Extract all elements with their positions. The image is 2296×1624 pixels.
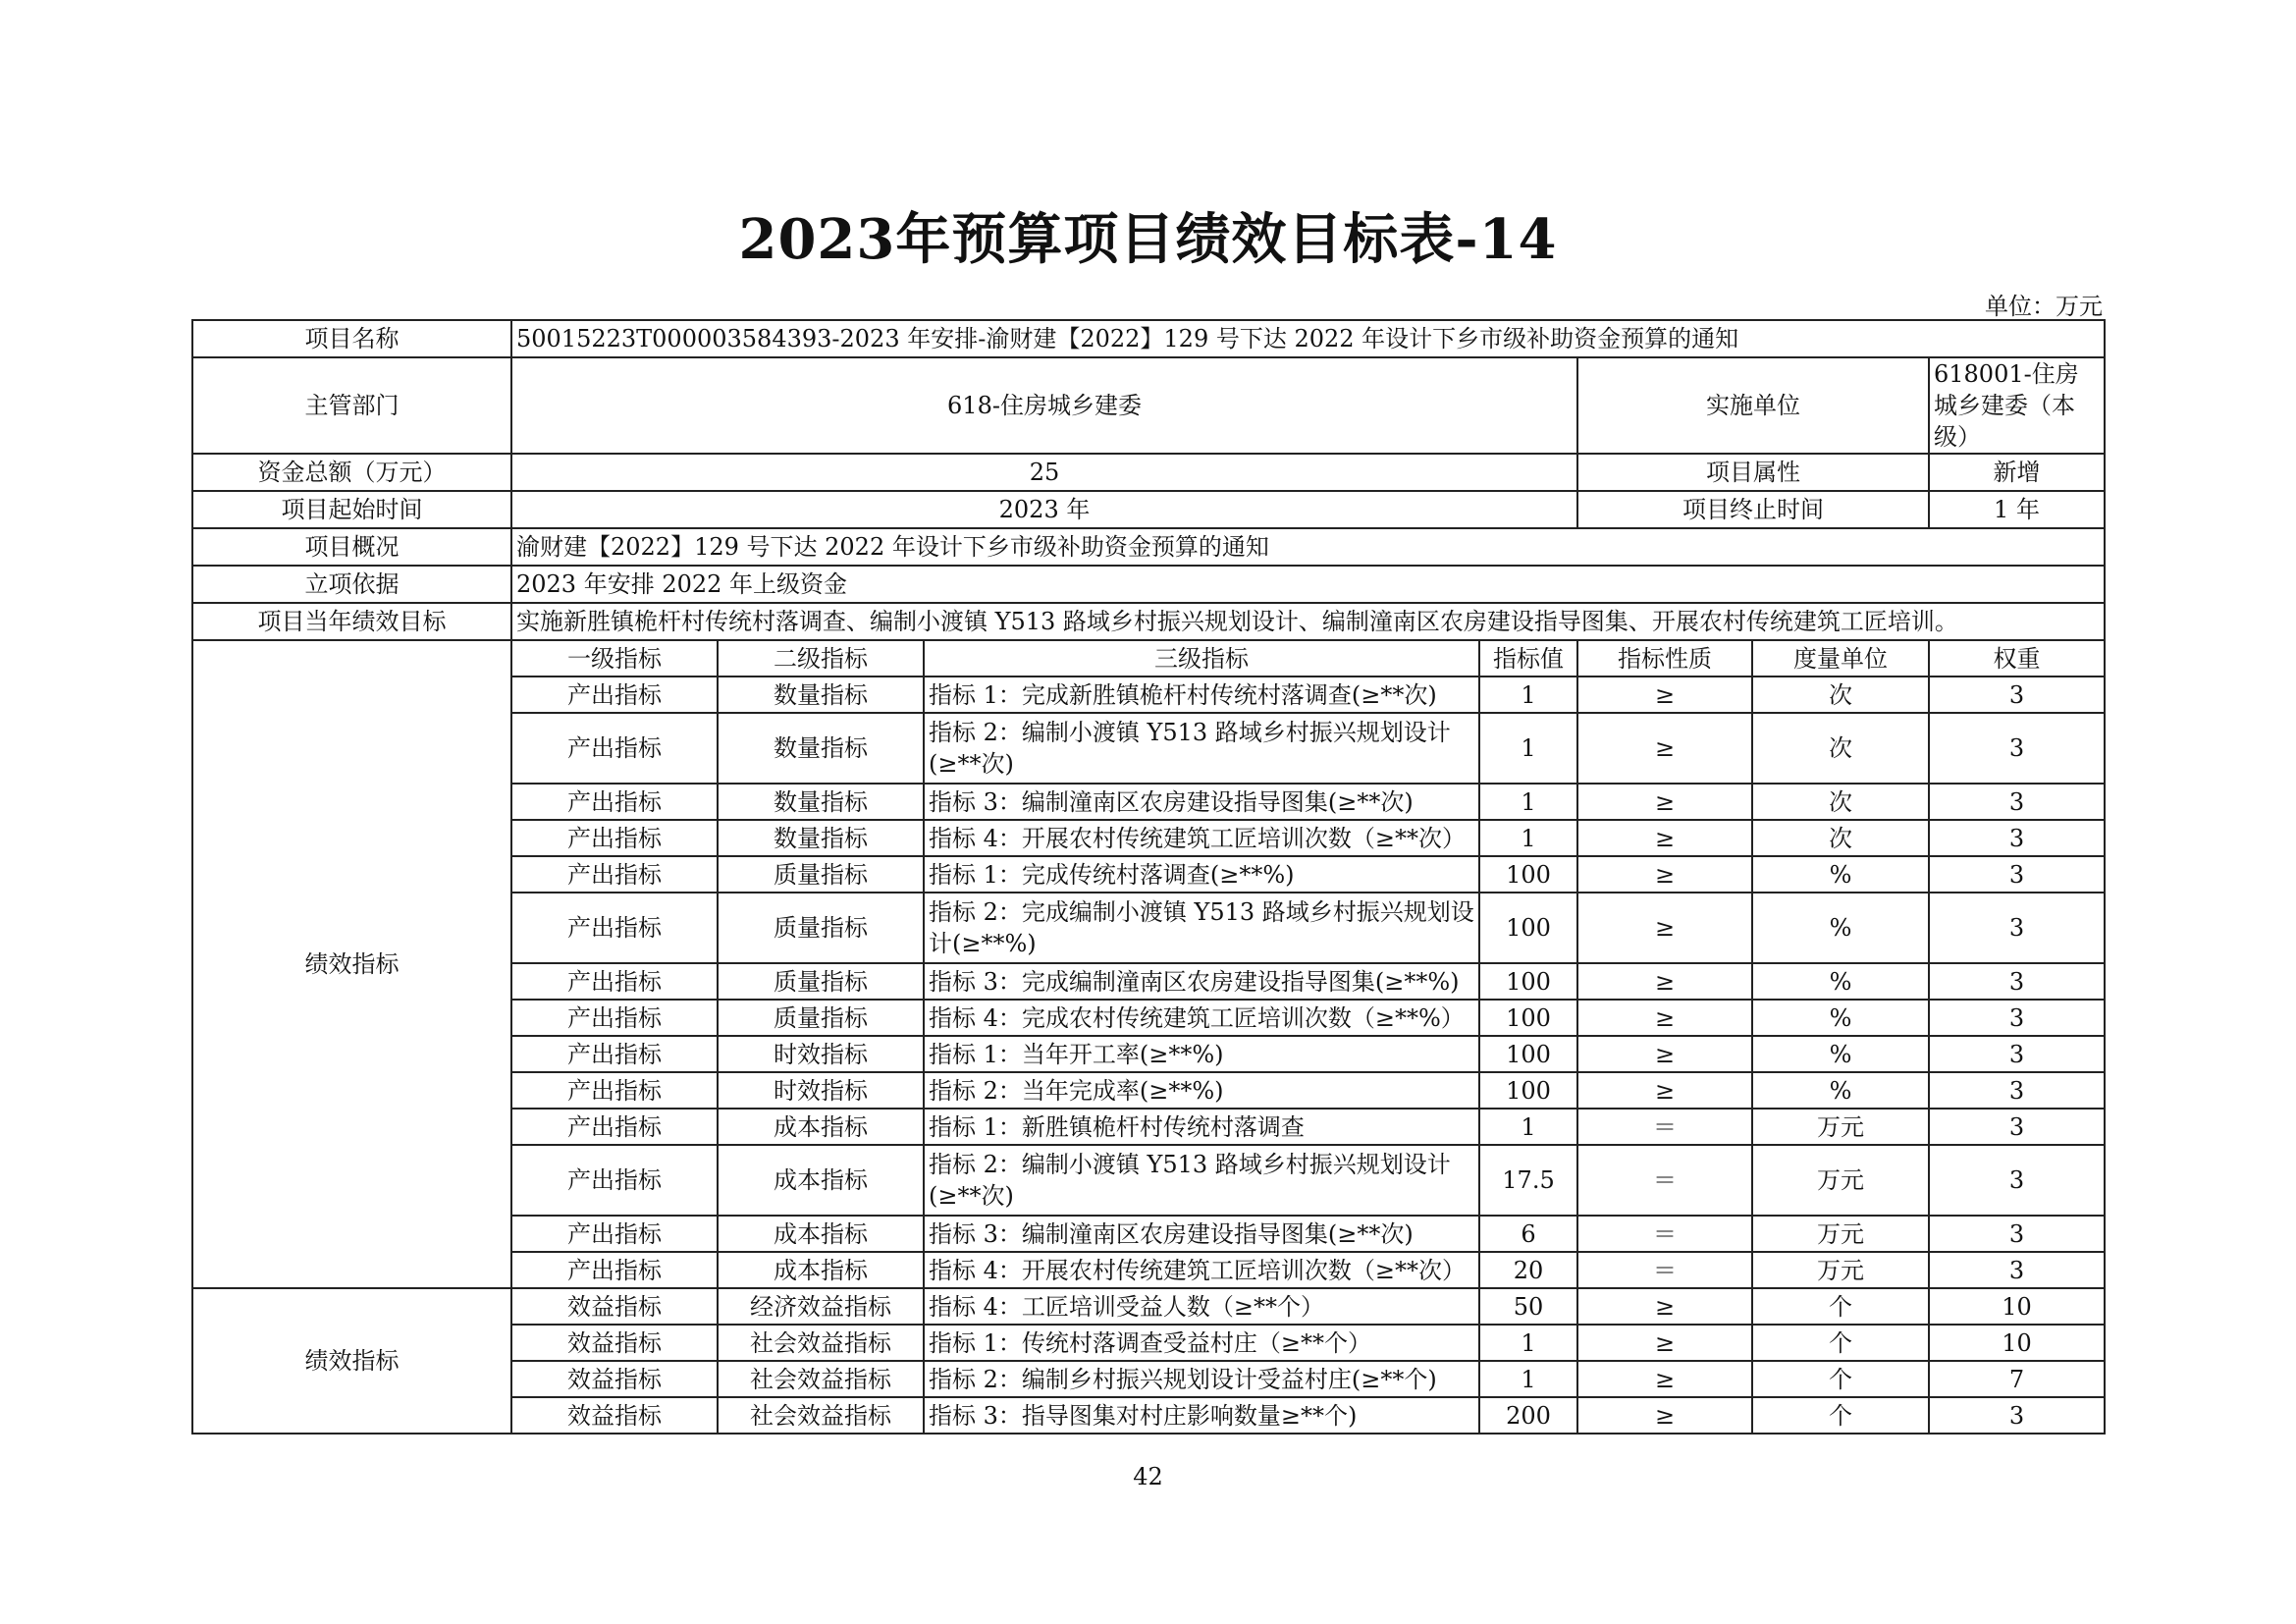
level3-cell: 指标 3：指导图集对村庄影响数量≥**个) — [924, 1397, 1479, 1434]
unit-cell: % — [1752, 963, 1929, 1000]
level2-cell: 社会效益指标 — [718, 1397, 924, 1434]
column-header: 指标性质 — [1577, 640, 1752, 677]
unit-cell: % — [1752, 1000, 1929, 1036]
nature-cell: ≥ — [1577, 1036, 1752, 1072]
unit-cell: 次 — [1752, 713, 1929, 784]
impl-label: 实施单位 — [1577, 357, 1929, 454]
nature-cell: ≥ — [1577, 1000, 1752, 1036]
level1-cell: 产出指标 — [511, 1145, 718, 1216]
weight-cell: 3 — [1929, 713, 2105, 784]
level2-cell: 质量指标 — [718, 893, 924, 963]
unit-cell: % — [1752, 1036, 1929, 1072]
weight-cell: 10 — [1929, 1288, 2105, 1325]
weight-cell: 3 — [1929, 893, 2105, 963]
nature-cell: ≥ — [1577, 713, 1752, 784]
unit-cell: 个 — [1752, 1361, 1929, 1397]
level1-cell: 产出指标 — [511, 820, 718, 856]
nature-cell: ≥ — [1577, 856, 1752, 893]
weight-cell: 7 — [1929, 1361, 2105, 1397]
nature-cell: ＝ — [1577, 1109, 1752, 1145]
value-cell: 1 — [1479, 1361, 1577, 1397]
unit-cell: 个 — [1752, 1397, 1929, 1434]
level1-cell: 效益指标 — [511, 1325, 718, 1361]
impl-value: 618001-住房城乡建委（本级） — [1929, 357, 2105, 454]
unit-cell: 个 — [1752, 1288, 1929, 1325]
weight-cell: 3 — [1929, 1252, 2105, 1288]
level2-cell: 数量指标 — [718, 784, 924, 820]
weight-cell: 3 — [1929, 1072, 2105, 1109]
nature-cell: ≥ — [1577, 963, 1752, 1000]
weight-cell: 3 — [1929, 677, 2105, 713]
weight-cell: 3 — [1929, 1397, 2105, 1434]
value-cell: 17.5 — [1479, 1145, 1577, 1216]
project-name-label: 项目名称 — [192, 320, 511, 357]
level3-cell: 指标 2：编制小渡镇 Y513 路域乡村振兴规划设计(≥**次) — [924, 713, 1479, 784]
unit-cell: 万元 — [1752, 1252, 1929, 1288]
goal-value: 实施新胜镇桅杆村传统村落调查、编制小渡镇 Y513 路域乡村振兴规划设计、编制潼南区农房建设指导图集、开展农村传统建筑工匠培训。 — [511, 603, 2105, 640]
weight-cell: 3 — [1929, 820, 2105, 856]
level2-cell: 经济效益指标 — [718, 1288, 924, 1325]
unit-cell: % — [1752, 856, 1929, 893]
basis-value: 2023 年安排 2022 年上级资金 — [511, 566, 2105, 603]
column-header: 权重 — [1929, 640, 2105, 677]
weight-cell: 3 — [1929, 784, 2105, 820]
end-label: 项目终止时间 — [1577, 491, 1929, 528]
nature-cell: ≥ — [1577, 1288, 1752, 1325]
level1-cell: 产出指标 — [511, 677, 718, 713]
nature-cell: ≥ — [1577, 1325, 1752, 1361]
level1-cell: 效益指标 — [511, 1397, 718, 1434]
level1-cell: 产出指标 — [511, 784, 718, 820]
level2-cell: 成本指标 — [718, 1252, 924, 1288]
value-cell: 6 — [1479, 1216, 1577, 1252]
unit-cell: 万元 — [1752, 1145, 1929, 1216]
level1-cell: 产出指标 — [511, 713, 718, 784]
value-cell: 1 — [1479, 1109, 1577, 1145]
level3-cell: 指标 4：完成农村传统建筑工匠培训次数（≥**%） — [924, 1000, 1479, 1036]
nature-cell: ＝ — [1577, 1145, 1752, 1216]
project-name-value: 50015223T000003584393-2023 年安排-渝财建【2022】129 号下达 2022 年设计下乡市级补助资金预算的通知 — [511, 320, 2105, 357]
table-row — [192, 1288, 2105, 1325]
level2-cell: 数量指标 — [718, 677, 924, 713]
page-title: 2023年预算项目绩效目标表-14 — [738, 207, 1558, 272]
weight-cell: 3 — [1929, 856, 2105, 893]
nature-cell: ≥ — [1577, 1397, 1752, 1434]
level1-cell: 产出指标 — [511, 1216, 718, 1252]
weight-cell: 10 — [1929, 1325, 2105, 1361]
page-number: 42 — [1133, 1463, 1163, 1490]
value-cell: 200 — [1479, 1397, 1577, 1434]
level1-cell: 产出指标 — [511, 1072, 718, 1109]
weight-cell: 3 — [1929, 963, 2105, 1000]
attr-value: 新增 — [1929, 454, 2105, 491]
nature-cell: ≥ — [1577, 820, 1752, 856]
level2-cell: 成本指标 — [718, 1145, 924, 1216]
column-header: 度量单位 — [1752, 640, 1929, 677]
nature-cell: ≥ — [1577, 677, 1752, 713]
start-label: 项目起始时间 — [192, 491, 511, 528]
weight-cell: 3 — [1929, 1000, 2105, 1036]
level3-cell: 指标 4：工匠培训受益人数（≥**个） — [924, 1288, 1479, 1325]
level3-cell: 指标 1：新胜镇桅杆村传统村落调查 — [924, 1109, 1479, 1145]
indicator-group-label: 绩效指标 — [192, 1288, 511, 1434]
value-cell: 100 — [1479, 1072, 1577, 1109]
unit-cell: 万元 — [1752, 1216, 1929, 1252]
level1-cell: 效益指标 — [511, 1288, 718, 1325]
value-cell: 1 — [1479, 713, 1577, 784]
start-value: 2023 年 — [511, 491, 1577, 528]
level3-cell: 指标 1：完成传统村落调查(≥**%) — [924, 856, 1479, 893]
value-cell: 100 — [1479, 963, 1577, 1000]
level2-cell: 社会效益指标 — [718, 1325, 924, 1361]
unit-cell: 次 — [1752, 784, 1929, 820]
level2-cell: 时效指标 — [718, 1072, 924, 1109]
level2-cell: 成本指标 — [718, 1109, 924, 1145]
nature-cell: ＝ — [1577, 1216, 1752, 1252]
value-cell: 1 — [1479, 820, 1577, 856]
fund-label: 资金总额（万元） — [192, 454, 511, 491]
overview-label: 项目概况 — [192, 528, 511, 566]
level3-cell: 指标 2：当年完成率(≥**%) — [924, 1072, 1479, 1109]
unit-cell: 次 — [1752, 820, 1929, 856]
unit-cell: % — [1752, 893, 1929, 963]
value-cell: 100 — [1479, 856, 1577, 893]
value-cell: 100 — [1479, 893, 1577, 963]
nature-cell: ≥ — [1577, 1072, 1752, 1109]
level1-cell: 效益指标 — [511, 1361, 718, 1397]
nature-cell: ≥ — [1577, 893, 1752, 963]
level1-cell: 产出指标 — [511, 856, 718, 893]
level3-cell: 指标 3：完成编制潼南区农房建设指导图集(≥**%) — [924, 963, 1479, 1000]
level3-cell: 指标 4：开展农村传统建筑工匠培训次数（≥**次） — [924, 820, 1479, 856]
column-header: 三级指标 — [924, 640, 1479, 677]
performance-table — [191, 319, 2106, 1435]
level2-cell: 时效指标 — [718, 1036, 924, 1072]
weight-cell: 3 — [1929, 1109, 2105, 1145]
overview-value: 渝财建【2022】129 号下达 2022 年设计下乡市级补助资金预算的通知 — [511, 528, 2105, 566]
level2-cell: 质量指标 — [718, 963, 924, 1000]
level2-cell: 质量指标 — [718, 856, 924, 893]
value-cell: 50 — [1479, 1288, 1577, 1325]
value-cell: 100 — [1479, 1036, 1577, 1072]
value-cell: 100 — [1479, 1000, 1577, 1036]
level2-cell: 成本指标 — [718, 1216, 924, 1252]
weight-cell: 3 — [1929, 1216, 2105, 1252]
level1-cell: 产出指标 — [511, 963, 718, 1000]
weight-cell: 3 — [1929, 1145, 2105, 1216]
column-header: 指标值 — [1479, 640, 1577, 677]
level3-cell: 指标 1：传统村落调查受益村庄（≥**个） — [924, 1325, 1479, 1361]
unit-cell: 次 — [1752, 677, 1929, 713]
level2-cell: 质量指标 — [718, 1000, 924, 1036]
level3-cell: 指标 1：完成新胜镇桅杆村传统村落调查(≥**次) — [924, 677, 1479, 713]
nature-cell: ≥ — [1577, 784, 1752, 820]
unit-cell: % — [1752, 1072, 1929, 1109]
level3-cell: 指标 2：编制乡村振兴规划设计受益村庄(≥**个) — [924, 1361, 1479, 1397]
unit-cell: 万元 — [1752, 1109, 1929, 1145]
attr-label: 项目属性 — [1577, 454, 1929, 491]
level3-cell: 指标 3：编制潼南区农房建设指导图集(≥**次) — [924, 784, 1479, 820]
level2-cell: 数量指标 — [718, 820, 924, 856]
value-cell: 1 — [1479, 1325, 1577, 1361]
nature-cell: ＝ — [1577, 1252, 1752, 1288]
value-cell: 20 — [1479, 1252, 1577, 1288]
unit-cell: 个 — [1752, 1325, 1929, 1361]
dept-label: 主管部门 — [192, 357, 511, 454]
level3-cell: 指标 3：编制潼南区农房建设指导图集(≥**次) — [924, 1216, 1479, 1252]
fund-value: 25 — [511, 454, 1577, 491]
level3-cell: 指标 4：开展农村传统建筑工匠培训次数（≥**次） — [924, 1252, 1479, 1288]
level1-cell: 产出指标 — [511, 1036, 718, 1072]
nature-cell: ≥ — [1577, 1361, 1752, 1397]
goal-label: 项目当年绩效目标 — [192, 603, 511, 640]
basis-label: 立项依据 — [192, 566, 511, 603]
level3-cell: 指标 1：当年开工率(≥**%) — [924, 1036, 1479, 1072]
dept-value: 618-住房城乡建委 — [511, 357, 1577, 454]
unit-label: 单位：万元 — [1985, 293, 2103, 320]
level3-cell: 指标 2：编制小渡镇 Y513 路域乡村振兴规划设计(≥**次) — [924, 1145, 1479, 1216]
level1-cell: 产出指标 — [511, 893, 718, 963]
weight-cell: 3 — [1929, 1036, 2105, 1072]
level2-cell: 社会效益指标 — [718, 1361, 924, 1397]
level1-cell: 产出指标 — [511, 1000, 718, 1036]
value-cell: 1 — [1479, 677, 1577, 713]
level1-cell: 产出指标 — [511, 1109, 718, 1145]
column-header: 二级指标 — [718, 640, 924, 677]
column-header: 一级指标 — [511, 640, 718, 677]
end-value: 1 年 — [1929, 491, 2105, 528]
indicator-group-label: 绩效指标 — [192, 640, 511, 1288]
value-cell: 1 — [1479, 784, 1577, 820]
level2-cell: 数量指标 — [718, 713, 924, 784]
level1-cell: 产出指标 — [511, 1252, 718, 1288]
level3-cell: 指标 2：完成编制小渡镇 Y513 路域乡村振兴规划设计(≥**%) — [924, 893, 1479, 963]
